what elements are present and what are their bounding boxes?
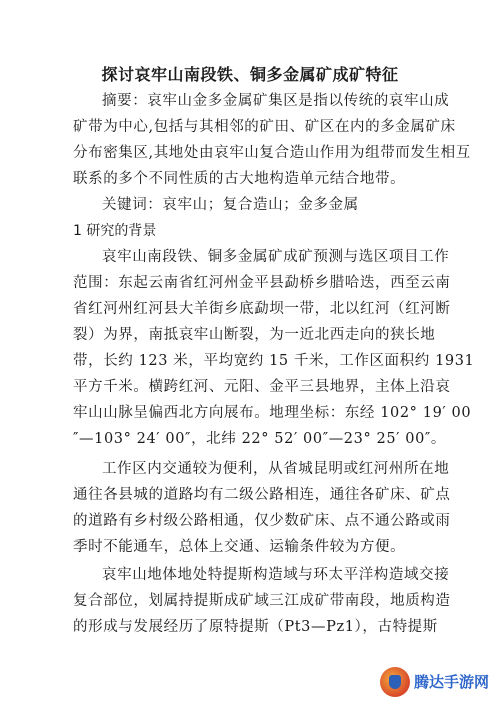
paragraph-line: 牢山山脉呈偏西北方向展布。地理坐标：东经 102° 19′ 00 [73, 405, 472, 421]
watermark-logo-icon [380, 667, 410, 697]
keywords-line: 关键词：哀牢山；复合造山；金多金属 [102, 197, 359, 213]
paragraph-line: 工作区内交通较为便利，从省城昆明或红河州所在地 [102, 461, 450, 477]
paragraph-line: 复合部位，划属持提斯成矿域三江成矿带南段，地质构造 [73, 593, 451, 609]
paragraph-line: ″—103° 24′ 00″，北纬 22° 52′ 00″—23° 25′ 00″。 [73, 431, 447, 447]
watermark-text [414, 674, 489, 690]
paragraph-line: 平方千米。横跨红河、元阳、金平三县地界，主体上沿哀 [73, 379, 451, 395]
paragraph-2 [73, 456, 451, 560]
paragraph-line: 裂）为界，南抵哀牢山断裂，为一近北西走向的狭长地 [73, 327, 436, 343]
paragraph-1 [73, 244, 475, 452]
paragraph-line: 的道路有乡村级公路相通，仅少数矿床、点不通公路或雨 [73, 513, 451, 529]
paragraph-line: 的形成与发展经历了原特提斯（Pt3—Pz1），古特提斯 [73, 619, 438, 635]
abstract-line: 分布密集区,其地处由哀牢山复合造山作用为组带而发生相互 [73, 145, 471, 161]
watermark-name: 腾达手游网 [414, 673, 490, 691]
paragraph-line: 省红河州红河县大羊街乡底勐坝一带，北以红河（红河断 [73, 301, 451, 317]
paragraph-line: 哀牢山南段铁、铜多金属矿成矿预测与选区项目工作 [102, 249, 450, 265]
site-watermark [380, 665, 490, 699]
abstract-line: 联系的多个不同性质的古大地构造单元结合地带。 [73, 171, 406, 187]
paragraph-3 [73, 562, 451, 640]
paragraph-line: 季时不能通车，总体上交通、运输条件较为方便。 [73, 539, 406, 555]
abstract-line: 摘要：哀牢山金多金属矿集区是指以传统的哀牢山成 [102, 93, 450, 109]
paragraph-line: 通往各县城的道路均有二级公路相连，通往各矿床、矿点 [73, 487, 451, 503]
paragraph-line: 范围：东起云南省红河州金平县勐桥乡腊哈迭，西至云南 [73, 275, 451, 291]
abstract-line: 矿带为中心,包括与其相邻的矿田、矿区在内的多金属矿床 [73, 119, 456, 135]
abstract-block [73, 88, 471, 218]
paragraph-line: 带，长约 123 米，平均宽约 15 千米，工作区面积约 1931 [73, 353, 475, 369]
paragraph-line: 哀牢山地体地处特提斯构造域与环太平洋构造域交接 [102, 567, 450, 583]
paper-title: 探讨哀牢山南段铁、铜多金属矿成矿特征 [101, 65, 399, 84]
section-heading: 1 研究的背景 [73, 223, 157, 239]
